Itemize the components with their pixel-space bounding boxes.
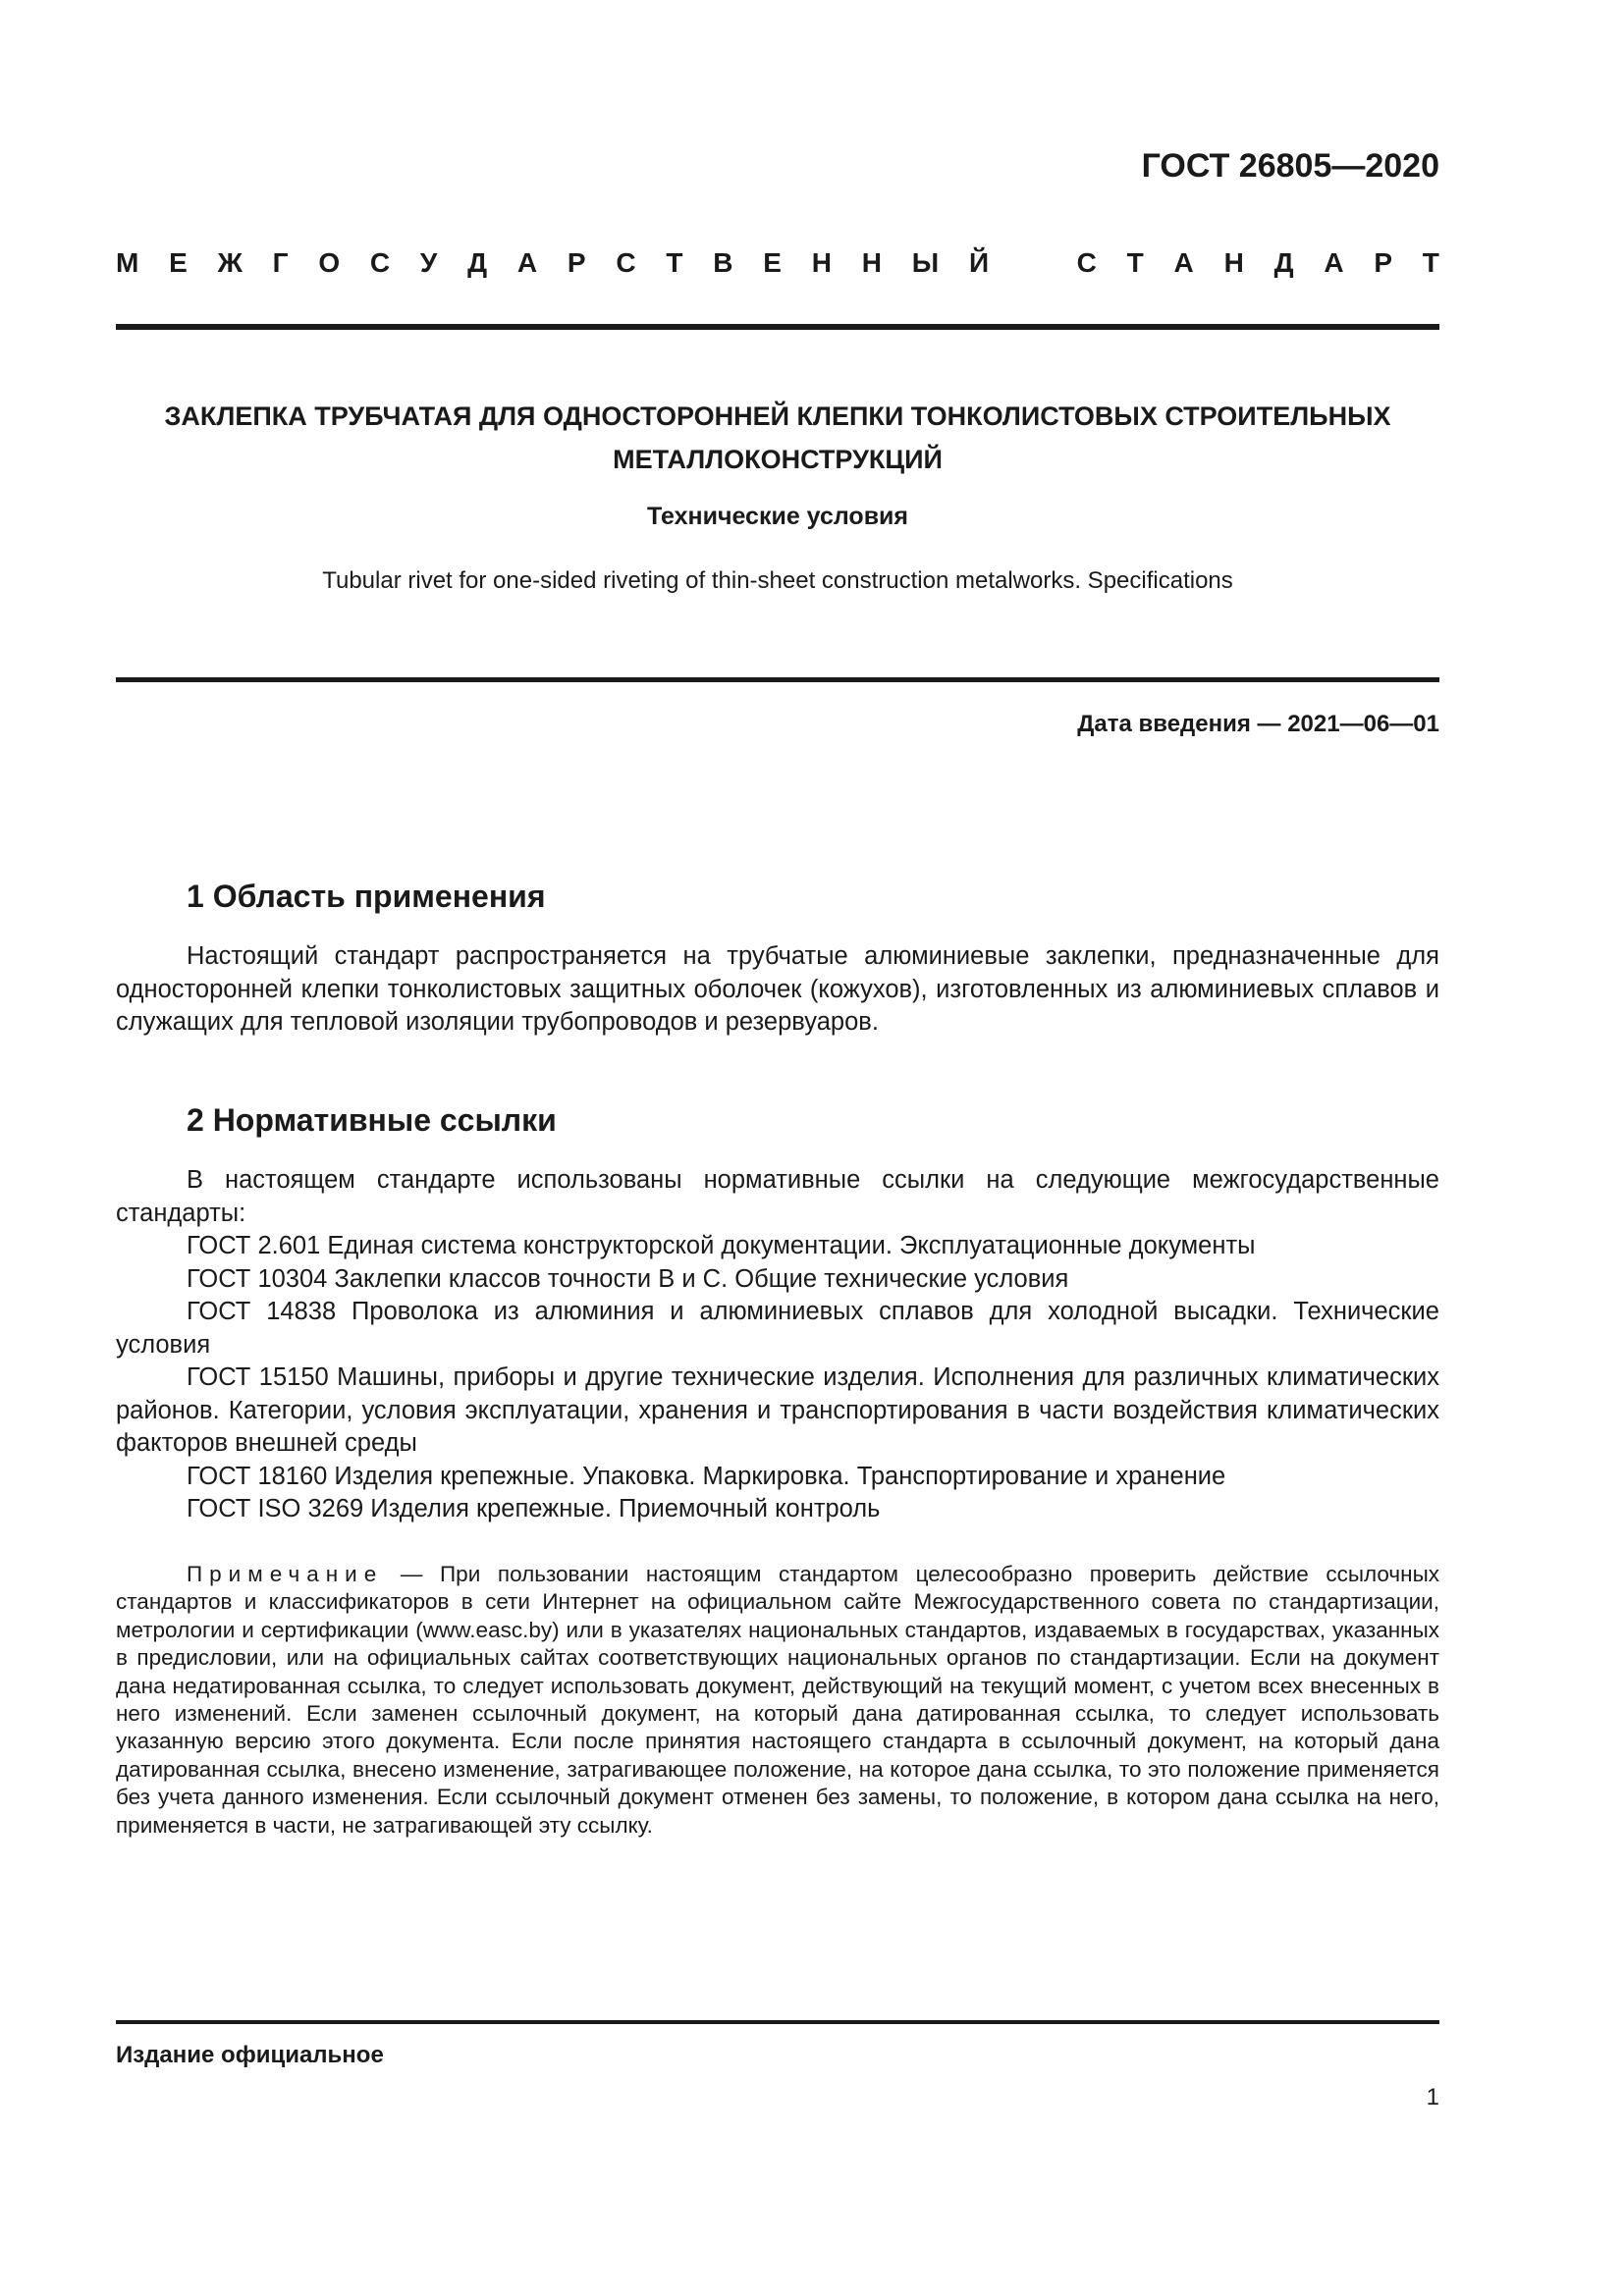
introduction-date: Дата введения — 2021—06—01 [1077,711,1439,737]
banner-letter: О [318,247,341,278]
banner-letter: Р [1374,247,1393,278]
header-divider [116,324,1439,330]
reference-item: ГОСТ 15150 Машины, приборы и другие технические изделия. Исполнения для различных климатических районов. Категории, условия эксплуатации, хранения и транспортирования в части воздействия климатических факторов внешней среды [116,1363,1439,1457]
banner-letter: Е [763,247,782,278]
references-intro-paragraph: В настоящем стандарте использованы нормативные ссылки на следующие межгосударственные стандарты: [116,1166,1439,1227]
note-text: — При пользовании настоящим стандартом целесообразно проверить действие ссылочных стандартов и классификаторов в сети Интернет на официальном сайте Межгосударственного совета по стандартизации, метрологии и сертификации (www.easc.by) или в указателях национальных стандартов, издаваемых в государствах, указанных в предисловии, или на официальных сайтах соответствующих национальных органов по стандартизации. Если на документ дана недатированная ссылка, то следует использовать документ, действующий на текущий момент, с учетом всех внесенных в него изменений. Если заменен ссылочный документ, на который дана датированная ссылка, то следует использовать указанную версию этого документа. Если после принятия настоящего стандарта в ссылочный документ, на который дана датированная ссылка, внесено изменение, затрагивающее положение, на которое дана ссылка, то это положение применяется без учета данного изменения. Если ссылочный документ отменен без замены, то положение, в котором дана ссылка на него, применяется в части, не затрагивающей эту ссылку. [116,1562,1439,1838]
banner-letter: Е [169,247,188,278]
reference-item: ГОСТ 18160 Изделия крепежные. Упаковка. Маркировка. Транспортирование и хранение [187,1462,1226,1490]
note-paragraph [116,1561,1439,1840]
banner-letter: Й [968,247,990,278]
banner-letter: Т [1422,247,1439,278]
interstate-standard-banner [116,247,1439,279]
banner-letter: Н [811,247,832,278]
section-heading-scope: 1 Область применения [187,879,546,914]
reference-item: ГОСТ 10304 Заклепки классов точности В и С. Общие технические условия [187,1264,1069,1293]
banner-letter: Н [1223,247,1244,278]
scope-paragraph: Настоящий стандарт распространяется на трубчатые алюминиевые заклепки, предназначенные для односторонней клепки тонколистовых защитных оболочек (кожухов), изготовленных из алюминиевых сплавов и служащих для тепловой изоляции трубопроводов и резервуаров. [116,942,1439,1036]
document-title [116,395,1439,481]
banner-letter: Р [567,247,586,278]
banner-letter: С [616,247,636,278]
banner-word-gap [1019,247,1047,279]
banner-letter: Н [861,247,882,278]
english-title: Tubular rivet for one-sided riveting of thin-sheet construction metalworks. Specifications [322,567,1233,594]
banner-letter: А [1173,247,1194,278]
title-line: МЕТАЛЛОКОНСТРУКЦИЙ [613,445,943,474]
note-label: Примечание [187,1562,384,1586]
banner-letter: Ы [911,247,940,278]
banner-letter: А [1324,247,1344,278]
official-edition-label: Издание официальное [116,2042,384,2068]
footer-divider [116,2020,1439,2024]
banner-letter: Д [467,247,488,278]
reference-item: ГОСТ ISO 3269 Изделия крепежные. Приемочный контроль [187,1495,881,1522]
banner-letter: Т [666,247,683,278]
banner-letter: У [419,247,438,278]
reference-list [116,1230,1439,1526]
banner-letter: С [369,247,391,278]
banner-letter: Г [272,247,289,278]
banner-letter: А [516,247,538,278]
document-subtitle: Технические условия [646,503,909,530]
title-line: ЗАКЛЕПКА ТРУБЧАТАЯ ДЛЯ ОДНОСТОРОННЕЙ КЛЕПКИ ТОНКОЛИСТОВЫХ СТРОИТЕЛЬНЫХ [164,401,1391,431]
banner-letter: М [116,247,139,278]
section-heading-normative-references: 2 Нормативные ссылки [187,1102,557,1138]
title-divider [116,677,1439,682]
banner-letter: Т [1126,247,1144,278]
banner-letter: В [713,247,733,278]
banner-letter: Ж [217,247,243,278]
reference-item: ГОСТ 14838 Проволока из алюминия и алюминиевых сплавов для холодной высадки. Технические условия [116,1298,1439,1359]
reference-item: ГОСТ 2.601 Единая система конструкторской документации. Эксплуатационные документы [187,1232,1256,1259]
banner-letter: С [1076,247,1097,278]
page-number: 1 [1426,2084,1439,2110]
document-id: ГОСТ 26805—2020 [1141,147,1439,185]
banner-letter: Д [1273,247,1294,278]
